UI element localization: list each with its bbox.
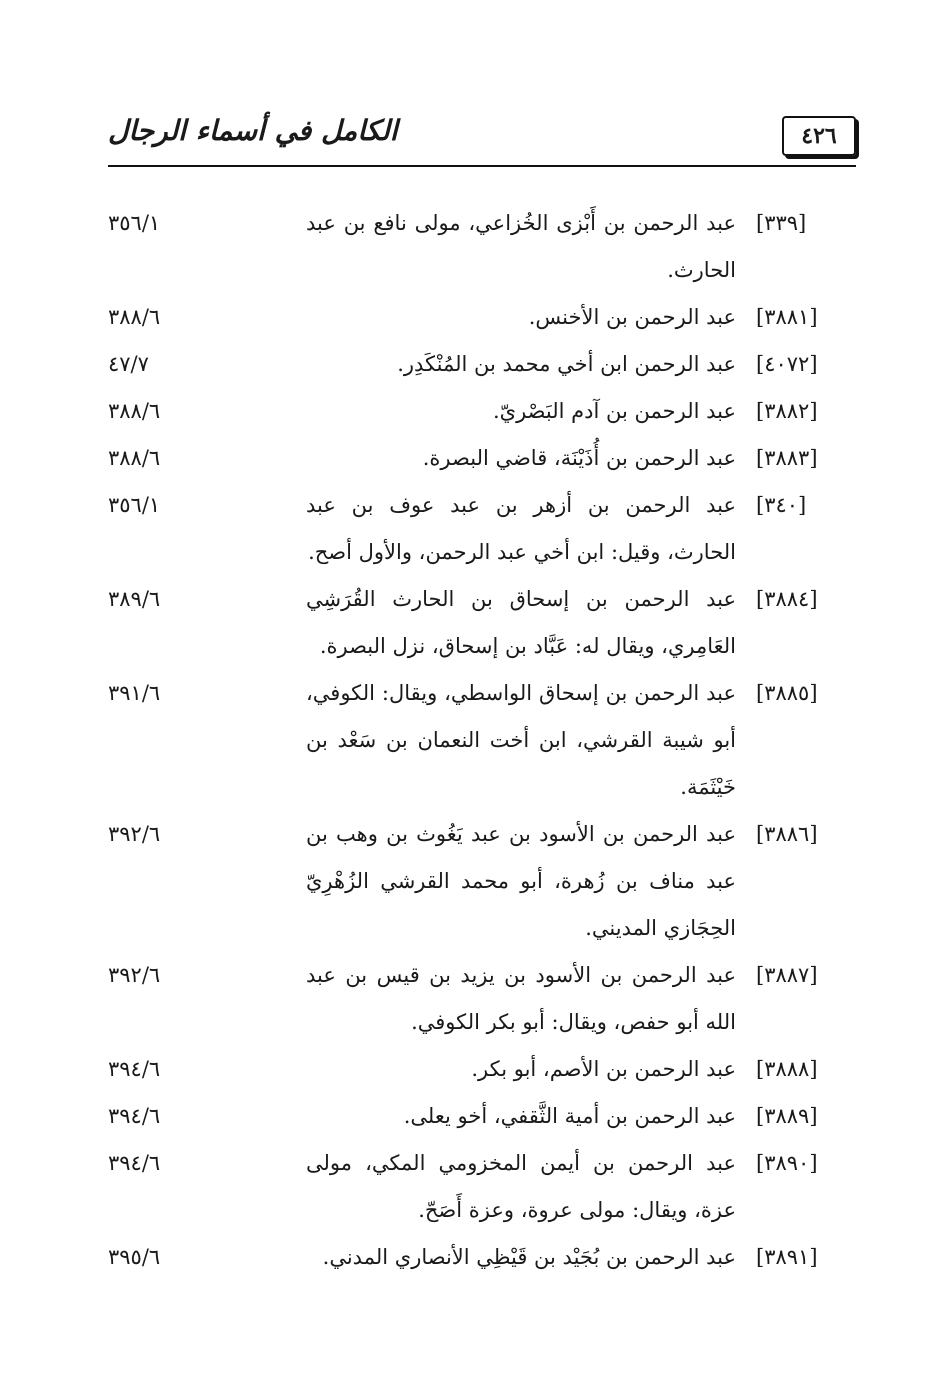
entry-number: [٣٨٨٩] [756, 1104, 818, 1128]
index-entry [108, 341, 856, 388]
page-number-box [782, 116, 856, 156]
entry-number: [٣٨٨٤] [756, 587, 818, 611]
index-entries [108, 200, 856, 1281]
entry-number: [٣٨٨٧] [756, 963, 818, 987]
entry-reference: ٣٩٤/٦ [108, 1057, 161, 1081]
index-entry [108, 1140, 856, 1234]
index-entry [108, 435, 856, 482]
entry-text: عبد الرحمن بن الأسود بن يزيد بن قيس بن عبد الله أبو حفص، ويقال: أبو بكر الكوفي. [306, 963, 736, 1034]
entry-reference: ٣٩٢/٦ [108, 822, 161, 846]
entry-reference: ٣٩٢/٦ [108, 963, 161, 987]
index-entry [108, 294, 856, 341]
entry-number: [٣٨٨٢] [756, 399, 818, 423]
entry-text: عبد الرحمن بن الأسود بن عبد يَغُوث بن وهب بن عبد مناف بن زُهرة، أبو محمد القرشي الزُهْرِيّ الحِجَازي المديني. [306, 822, 736, 940]
entry-text: عبد الرحمن بن أَبْزى الخُزاعي، مولى نافع بن عبد الحارث. [306, 211, 736, 282]
book-title: الكامل في أسماء الرجال [108, 114, 398, 147]
index-entry [108, 1234, 856, 1281]
entry-reference: ٣٩١/٦ [108, 681, 161, 705]
index-entry [108, 482, 856, 576]
index-entry [108, 576, 856, 670]
entry-reference: ٣٩٥/٦ [108, 1245, 161, 1269]
index-entry [108, 1046, 856, 1093]
entry-number: [٣٨٨٥] [756, 681, 818, 705]
entry-number: [٣٨٩١] [756, 1245, 818, 1269]
entry-number: [٣٨٨٦] [756, 822, 818, 846]
entry-text: عبد الرحمن بن إسحاق الواسطي، ويقال: الكوفي، أبو شيبة القرشي، ابن أخت النعمان بن سَعْد بن خَيْثَمَة. [306, 681, 736, 799]
page-header [108, 108, 856, 168]
entry-number: [٣٨٨٣] [756, 446, 818, 470]
entry-number: [٣٣٩] [756, 211, 807, 235]
entry-number: [٣٨٩٠] [756, 1151, 818, 1175]
index-entry [108, 200, 856, 294]
entry-number: [٣٨٨٨] [756, 1057, 818, 1081]
entry-text: عبد الرحمن بن بُجَيْد بن قَيْظِي الأنصاري المدني. [322, 1245, 736, 1269]
entry-text: عبد الرحمن بن الأخنس. [528, 305, 736, 329]
entry-text: عبد الرحمن ابن أخي محمد بن المُنْكَدِر. [397, 352, 736, 376]
entry-reference: ٣٩٤/٦ [108, 1151, 161, 1175]
entry-text: عبد الرحمن بن الأصم، أبو بكر. [471, 1057, 736, 1081]
entry-text: عبد الرحمن بن أزهر بن عبد عوف بن عبد الحارث، وقيل: ابن أخي عبد الرحمن، والأول أصح. [306, 493, 736, 564]
index-entry [108, 811, 856, 952]
page-number: ٤٢٦ [801, 123, 837, 149]
entry-number: [٤٠٧٢] [756, 352, 818, 376]
index-entry [108, 670, 856, 811]
entry-reference: ٣٨٨/٦ [108, 399, 161, 423]
entry-text: عبد الرحمن بن أيمن المخزومي المكي، مولى عزة، ويقال: مولى عروة، وعزة أَصَحّ. [306, 1151, 736, 1222]
entry-text: عبد الرحمن بن أُذَيْنَة، قاضي البصرة. [422, 446, 736, 470]
entry-reference: ٤٧/٧ [108, 352, 149, 376]
entry-text: عبد الرحمن بن أمية الثَّقفي، أخو يعلى. [403, 1104, 736, 1128]
index-entry [108, 1093, 856, 1140]
entry-reference: ٣٩٤/٦ [108, 1104, 161, 1128]
entry-reference: ٣٥٦/١ [108, 211, 161, 235]
entry-reference: ٣٨٨/٦ [108, 305, 161, 329]
entry-reference: ٣٥٦/١ [108, 493, 161, 517]
entry-text: عبد الرحمن بن إسحاق بن الحارث القُرَشِي العَامِري، ويقال له: عَبَّاد بن إسحاق، نزل البصرة. [306, 587, 736, 658]
entry-reference: ٣٨٩/٦ [108, 587, 161, 611]
entry-text: عبد الرحمن بن آدم البَصْريّ. [492, 399, 736, 423]
entry-reference: ٣٨٨/٦ [108, 446, 161, 470]
entry-number: [٣٨٨١] [756, 305, 818, 329]
index-entry [108, 388, 856, 435]
header-divider [108, 165, 856, 167]
entry-number: [٣٤٠] [756, 493, 807, 517]
index-entry [108, 952, 856, 1046]
